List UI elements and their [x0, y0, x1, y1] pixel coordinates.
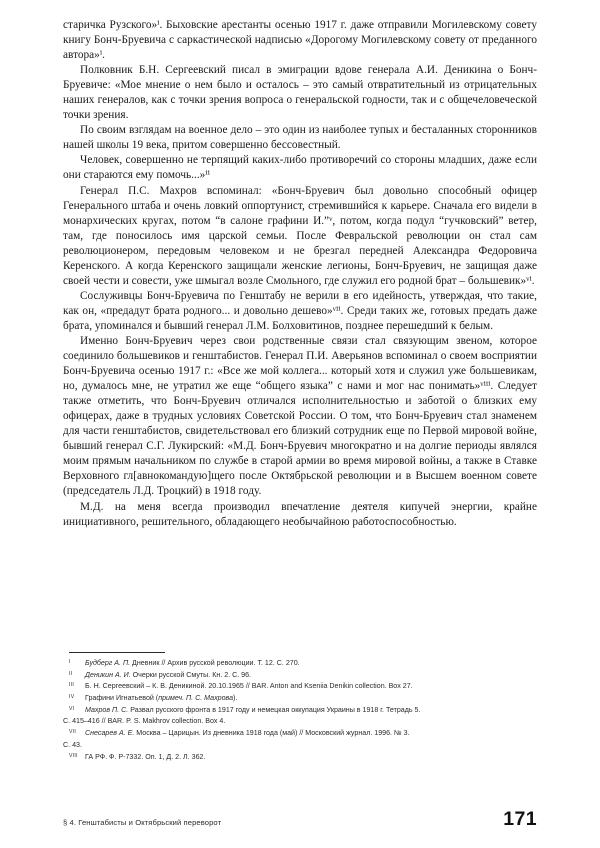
- footnote-item: [63, 693, 537, 704]
- footnote-text-tail: ).: [233, 694, 238, 703]
- footnote-text: Очерки русской Смуты. Кн. 2. С. 96.: [130, 670, 252, 679]
- footnote-text: Графини Игнатьевой (: [85, 694, 159, 703]
- footnote-note-attribution: примеч. П. С. Махрова: [158, 694, 234, 703]
- footnote-text: Развал русского фронта в 1917 году и немецкая оккупация Украины в 1918 г. Тетрадь 5.: [128, 705, 421, 714]
- body-paragraph: Именно Бонч-Бруевич через свои родственные связи стал связующим звеном, которое соединило большевиков и генштабистов. Генерал П.И. Аверьянов вспоминал о своем восприятии Бонч-Бруевича осенью 1917 г.: «Все же мой коллега... который хотя и служил уже большевикам, но, думалось мне, не утратил же еще “общего языка” с нами и мог нас понимать»ᵛⁱⁱⁱ. Следует также отметить, что Бонч-Бруевич отличался исполнительностью и заботой о близких ему офицерах, даже в трудных условиях Советской России. О том, что Бонч-Бруевич стал знаменем для части генштабистов, свидетельствовал его близкий сотрудник еще по Первой мировой войне, бывший генерал С.Г. Лукирский: «М.Д. Бонч-Бруевич многократно и на долгие периоды являлся моим прямым начальником по службе в старой армии во время мировой войны, а также в Ставке Верховного гл[авнокомандую]щего после Октябрьской революции и в Высшем военном совете (председатель Л.Д. Троцкий) в 1918 году.: [63, 334, 537, 498]
- footnote-marker: II: [69, 670, 73, 677]
- footnote-item: [63, 670, 537, 681]
- footnote-marker: VII: [69, 729, 77, 736]
- footnote-marker: III: [69, 682, 75, 689]
- body-paragraph: Генерал П.С. Махров вспоминал: «Бонч-Бруевич был довольно способный офицер Генерального штаба и очень ловкий оппортунист, стремившийся к карьере. Сначала его видели в монархических кругах, потом “в салоне графини И.”ᵛ, потом, когда подул “гучковский” ветер, там, где поносилось имя царской семьи. После Февральской революции он стал сам революционером, передовым человеком и не брезгал передней Александра Федоровича Керенского. А когда Керенского защищали женские легионы, Бонч-Бруевич, не защищая даже своей чести и совести, уже шмыгал возле Смольного, где служил его родной брат – большевик»ᵛⁱ.: [63, 184, 537, 287]
- footnote-text: Б. Н. Сергеевский – К. В. Деникиной. 20.10.1965 // BAR. Anton and Kseniia Denikin collection. Box 27.: [85, 682, 413, 691]
- footnotes-section: [63, 652, 537, 763]
- footnote-text: Дневник // Архив русской революции. Т. 12. С. 270.: [130, 659, 300, 667]
- footnote-author: Махров П. С.: [85, 705, 129, 714]
- body-paragraph: Человек, совершенно не терпящий каких-либо противоречий со стороны младших, даже если они стараются ему помочь...»ⁱⁱ: [63, 154, 537, 182]
- footnote-continuation: [63, 716, 537, 727]
- footnote-author: Будберг А. П.: [85, 659, 131, 667]
- footnote-marker: VIII: [69, 752, 78, 759]
- footnote-marker: VI: [69, 705, 75, 712]
- body-paragraph: старичка Рузского»ⁱ. Быховские арестанты осенью 1917 г. даже отправили Могилевскому совету книгу Бонч-Бруевича с саркастической надписью «Дорогому Могилевскому совету от преданного автора»ⁱ.: [63, 19, 537, 62]
- footnote-continuation: [63, 740, 537, 751]
- footnote-item: [63, 658, 537, 669]
- footnote-marker: I: [69, 659, 71, 665]
- footnote-separator-rule: [69, 652, 165, 653]
- footnote-text: ГА РФ. Ф. Р-7332. Оп. 1, Д. 2. Л. 362.: [85, 752, 206, 761]
- footnote-text: С. 415–416 // BAR. P. S. Makhrov collection. Box 4.: [63, 717, 226, 726]
- body-paragraph: М.Д. на меня всегда производил впечатление деятеля кипучей энергии, крайне инициативного, решительного, обладающего необычайною работоспособностью.: [63, 500, 537, 528]
- footnote-item: [63, 728, 537, 739]
- footnote-marker: IV: [69, 694, 75, 701]
- page-number: 171: [503, 808, 537, 830]
- body-paragraph: Сослуживцы Бонч-Бруевича по Генштабу не верили в его идейность, утверждая, что такие, как он, «предадут брата родного... и довольно дешево»ᵛⁱⁱ. Среди таких же, готовых предать даже брата, упоминался и бывший генерал Л.М. Болховитинов, позднее перешедший к белым.: [63, 289, 537, 332]
- footnote-author: Снесарев А. Е.: [85, 729, 135, 738]
- page-footer: [63, 801, 537, 831]
- footnote-item: [63, 705, 537, 716]
- footnote-author: Деникин А. И.: [85, 670, 131, 679]
- body-paragraph: Полковник Б.Н. Сергеевский писал в эмиграции вдове генерала А.И. Деникина о Бонч-Бруевиче: «Мое мнение о нем было и осталось – это самый отвратительный из отрицательных наших генералов, как с точки зрения вопроса о генеральской годности, так и с общечеловеческой точки зрения.: [63, 64, 537, 122]
- footnote-item: [63, 752, 537, 763]
- footnote-text: С. 43.: [63, 740, 82, 749]
- footnote-item: [63, 681, 537, 692]
- page-body: [63, 18, 537, 530]
- footnote-text: Москва – Царицын. Из дневника 1918 года (май) // Московский журнал. 1996. № 3.: [134, 729, 410, 738]
- running-title: § 4. Генштабисты и Октябрьский переворот: [63, 818, 222, 827]
- body-paragraph: По своим взглядам на военное дело – это один из наиболее тупых и бесталанных сторонников нашей школы 19 века, притом совершенно бессовестный.: [63, 124, 537, 152]
